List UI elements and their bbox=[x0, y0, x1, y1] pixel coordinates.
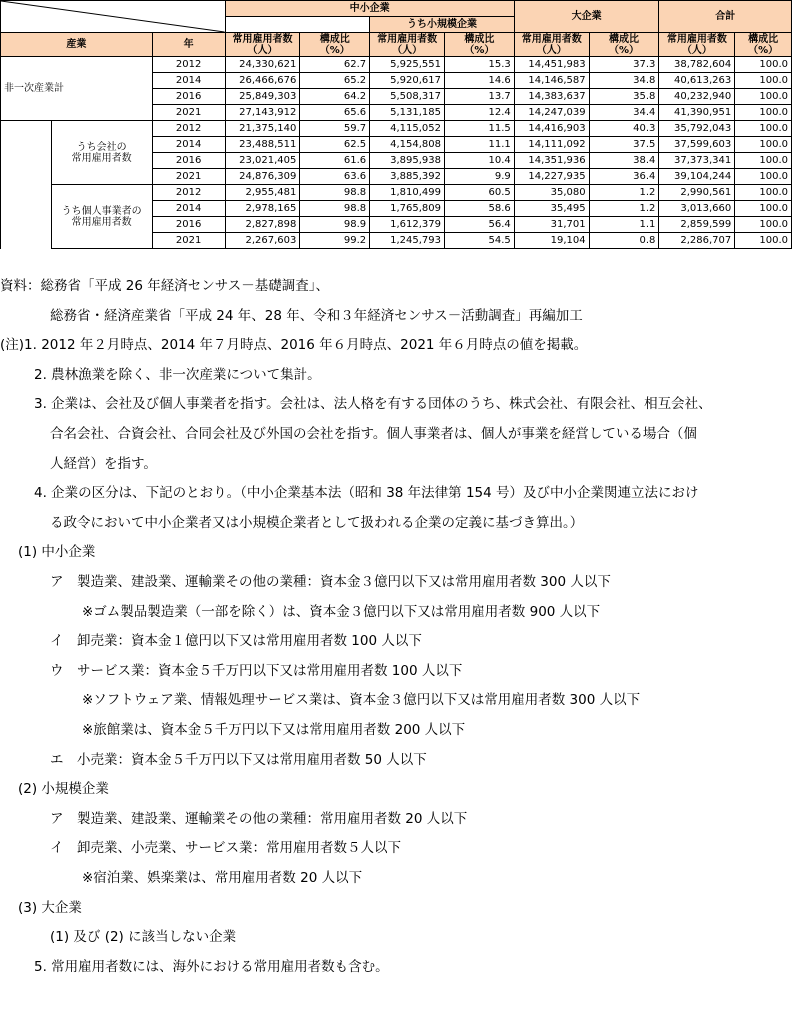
note-line: ※宿泊業、娯楽業は、常用雇用者数 20 人以下 bbox=[82, 870, 363, 886]
note-line: 総務省・経済産業省「平成 24 年、28 年、令和３年経済センサス－活動調査」再編加工 bbox=[50, 307, 583, 324]
ratio-cell: 14.6 bbox=[445, 73, 515, 89]
indent-cell bbox=[1, 185, 52, 249]
count-cell: 3,013,660 bbox=[659, 201, 735, 217]
count-cell: 14,351,936 bbox=[514, 153, 589, 169]
note-line: イ 卸売業、小売業、サービス業：常用雇用者数５人以下 bbox=[50, 840, 401, 857]
count-cell: 2,990,561 bbox=[659, 185, 735, 201]
header-emp: 常用雇用者数 （人） bbox=[370, 33, 445, 57]
ratio-cell: 100.0 bbox=[735, 201, 792, 217]
count-cell: 37,373,341 bbox=[659, 153, 735, 169]
count-cell: 2,267,603 bbox=[225, 233, 300, 249]
count-cell: 14,383,637 bbox=[514, 89, 589, 105]
ratio-cell: 98.8 bbox=[300, 185, 370, 201]
group-label: 非一次産業計 bbox=[1, 57, 153, 121]
count-cell: 14,416,903 bbox=[514, 121, 589, 137]
ratio-cell: 11.1 bbox=[445, 137, 515, 153]
header-ratio: 構成比 （%） bbox=[445, 33, 515, 57]
count-cell: 14,227,935 bbox=[514, 169, 589, 185]
header-emp: 常用雇用者数 （人） bbox=[514, 33, 589, 57]
header-ratio: 構成比 （%） bbox=[589, 33, 659, 57]
ratio-cell: 100.0 bbox=[735, 217, 792, 233]
ratio-cell: 58.6 bbox=[445, 201, 515, 217]
header-small: うち小規模企業 bbox=[370, 17, 515, 33]
year-cell: 2014 bbox=[152, 137, 225, 153]
count-cell: 35,495 bbox=[514, 201, 589, 217]
count-cell: 37,599,603 bbox=[659, 137, 735, 153]
count-cell: 5,508,317 bbox=[370, 89, 445, 105]
ratio-cell: 11.5 bbox=[445, 121, 515, 137]
count-cell: 2,955,481 bbox=[225, 185, 300, 201]
year-cell: 2014 bbox=[152, 201, 225, 217]
ratio-cell: 54.5 bbox=[445, 233, 515, 249]
ratio-cell: 62.5 bbox=[300, 137, 370, 153]
ratio-cell: 1.2 bbox=[589, 201, 659, 217]
ratio-cell: 37.3 bbox=[589, 57, 659, 73]
table-row bbox=[1, 57, 792, 73]
ratio-cell: 15.3 bbox=[445, 57, 515, 73]
ratio-cell: 63.6 bbox=[300, 169, 370, 185]
note-line: (3) 大企業 bbox=[18, 899, 82, 916]
note-line: 5. 常用雇用者数には、海外における常用雇用者数も含む。 bbox=[34, 958, 389, 975]
year-cell: 2016 bbox=[152, 217, 225, 233]
note-line: エ 小売業：資本金５千万円以下又は常用雇用者数 50 人以下 bbox=[50, 751, 427, 768]
count-cell: 14,247,039 bbox=[514, 105, 589, 121]
count-cell: 4,115,052 bbox=[370, 121, 445, 137]
year-cell: 2021 bbox=[152, 233, 225, 249]
note-line: ア 製造業、建設業、運輸業その他の業種：資本金３億円以下又は常用雇用者数 300 人以下 bbox=[50, 574, 611, 590]
ratio-cell: 0.8 bbox=[589, 233, 659, 249]
header-industry: 産業 bbox=[1, 33, 153, 57]
note-line: (1) 及び (2) に該当しない企業 bbox=[50, 929, 237, 946]
year-cell: 2016 bbox=[152, 153, 225, 169]
ratio-cell: 59.7 bbox=[300, 121, 370, 137]
ratio-cell: 62.7 bbox=[300, 57, 370, 73]
count-cell: 31,701 bbox=[514, 217, 589, 233]
header-sme: 中小企業 bbox=[225, 1, 514, 17]
count-cell: 5,131,185 bbox=[370, 105, 445, 121]
ratio-cell: 40.3 bbox=[589, 121, 659, 137]
group-label: うち個人事業者の 常用雇用者数 bbox=[51, 185, 152, 249]
count-cell: 40,232,940 bbox=[659, 89, 735, 105]
count-cell: 1,245,793 bbox=[370, 233, 445, 249]
count-cell: 2,286,707 bbox=[659, 233, 735, 249]
ratio-cell: 98.9 bbox=[300, 217, 370, 233]
ratio-cell: 9.9 bbox=[445, 169, 515, 185]
note-line: 人経営）を指す。 bbox=[50, 455, 157, 472]
count-cell: 14,451,983 bbox=[514, 57, 589, 73]
ratio-cell: 34.8 bbox=[589, 73, 659, 89]
count-cell: 14,146,587 bbox=[514, 73, 589, 89]
ratio-cell: 64.2 bbox=[300, 89, 370, 105]
ratio-cell: 100.0 bbox=[735, 105, 792, 121]
note-line: (注)1. 2012 年２月時点、2014 年７月時点、2016 年６月時点、2021 年６月時点の値を掲載。 bbox=[0, 337, 588, 354]
count-cell: 27,143,912 bbox=[225, 105, 300, 121]
note-line: る政令において中小企業者又は小規模企業者として扱われる企業の定義に基づき算出。） bbox=[50, 514, 584, 531]
count-cell: 2,827,898 bbox=[225, 217, 300, 233]
count-cell: 1,612,379 bbox=[370, 217, 445, 233]
note-line: 合名会社、合資会社、合同会社及び外国の会社を指す。個人事業者は、個人が事業を経営している場合（個 bbox=[50, 426, 697, 442]
count-cell: 35,792,043 bbox=[659, 121, 735, 137]
ratio-cell: 61.6 bbox=[300, 153, 370, 169]
year-cell: 2014 bbox=[152, 73, 225, 89]
ratio-cell: 65.6 bbox=[300, 105, 370, 121]
header-sme-spacer bbox=[225, 17, 370, 33]
ratio-cell: 36.4 bbox=[589, 169, 659, 185]
table-row bbox=[1, 185, 792, 201]
year-cell: 2021 bbox=[152, 169, 225, 185]
ratio-cell: 100.0 bbox=[735, 73, 792, 89]
note-line: イ 卸売業：資本金１億円以下又は常用雇用者数 100 人以下 bbox=[50, 633, 422, 650]
ratio-cell: 65.2 bbox=[300, 73, 370, 89]
count-cell: 4,154,808 bbox=[370, 137, 445, 153]
year-cell: 2012 bbox=[152, 121, 225, 137]
year-cell: 2012 bbox=[152, 57, 225, 73]
count-cell: 3,885,392 bbox=[370, 169, 445, 185]
employment-table bbox=[0, 0, 792, 249]
note-line: 3. 企業は、会社及び個人事業者を指す。会社は、法人格を有する団体のうち、株式会社、有限会社、相互会社、 bbox=[34, 396, 712, 413]
ratio-cell: 60.5 bbox=[445, 185, 515, 201]
ratio-cell: 56.4 bbox=[445, 217, 515, 233]
ratio-cell: 100.0 bbox=[735, 57, 792, 73]
header-corner bbox=[1, 1, 226, 33]
ratio-cell: 100.0 bbox=[735, 185, 792, 201]
ratio-cell: 1.1 bbox=[589, 217, 659, 233]
count-cell: 1,765,809 bbox=[370, 201, 445, 217]
ratio-cell: 10.4 bbox=[445, 153, 515, 169]
count-cell: 14,111,092 bbox=[514, 137, 589, 153]
note-line: 資料：総務省「平成 26 年経済センサス－基礎調査」、 bbox=[0, 278, 329, 294]
count-cell: 2,978,165 bbox=[225, 201, 300, 217]
ratio-cell: 12.4 bbox=[445, 105, 515, 121]
count-cell: 39,104,244 bbox=[659, 169, 735, 185]
note-line: (2) 小規模企業 bbox=[18, 781, 109, 798]
ratio-cell: 100.0 bbox=[735, 137, 792, 153]
note-line: ※ソフトウェア業、情報処理サービス業は、資本金３億円以下又は常用雇用者数 300 人以下 bbox=[82, 692, 641, 709]
note-line: ※ゴム製品製造業（一部を除く）は、資本金３億円以下又は常用雇用者数 900 人以下 bbox=[82, 603, 601, 620]
count-cell: 2,859,599 bbox=[659, 217, 735, 233]
ratio-cell: 100.0 bbox=[735, 121, 792, 137]
year-cell: 2021 bbox=[152, 105, 225, 121]
count-cell: 23,021,405 bbox=[225, 153, 300, 169]
ratio-cell: 100.0 bbox=[735, 233, 792, 249]
ratio-cell: 98.8 bbox=[300, 201, 370, 217]
count-cell: 5,925,551 bbox=[370, 57, 445, 73]
ratio-cell: 35.8 bbox=[589, 89, 659, 105]
count-cell: 26,466,676 bbox=[225, 73, 300, 89]
ratio-cell: 34.4 bbox=[589, 105, 659, 121]
note-line: ウ サービス業：資本金５千万円以下又は常用雇用者数 100 人以下 bbox=[50, 662, 463, 679]
group-label: うち会社の 常用雇用者数 bbox=[51, 121, 152, 185]
header-large: 大企業 bbox=[514, 1, 659, 33]
header-ratio: 構成比 （%） bbox=[735, 33, 792, 57]
note-line: 4. 企業の区分は、下記のとおり。（中小企業基本法（昭和 38 年法律第 154 号）及び中小企業関連立法におけ bbox=[34, 485, 699, 502]
count-cell: 25,849,303 bbox=[225, 89, 300, 105]
header-ratio: 構成比 （%） bbox=[300, 33, 370, 57]
ratio-cell: 100.0 bbox=[735, 89, 792, 105]
count-cell: 19,104 bbox=[514, 233, 589, 249]
count-cell: 41,390,951 bbox=[659, 105, 735, 121]
count-cell: 23,488,511 bbox=[225, 137, 300, 153]
count-cell: 24,876,309 bbox=[225, 169, 300, 185]
table-row bbox=[1, 121, 792, 137]
count-cell: 40,613,263 bbox=[659, 73, 735, 89]
indent-cell bbox=[1, 121, 52, 185]
note-line: ア 製造業、建設業、運輸業その他の業種：常用雇用者数 20 人以下 bbox=[50, 810, 468, 827]
ratio-cell: 1.2 bbox=[589, 185, 659, 201]
header-emp: 常用雇用者数 （人） bbox=[659, 33, 735, 57]
count-cell: 24,330,621 bbox=[225, 57, 300, 73]
note-line: (1) 中小企業 bbox=[18, 544, 96, 561]
count-cell: 1,810,499 bbox=[370, 185, 445, 201]
ratio-cell: 100.0 bbox=[735, 153, 792, 169]
count-cell: 38,782,604 bbox=[659, 57, 735, 73]
ratio-cell: 99.2 bbox=[300, 233, 370, 249]
year-cell: 2012 bbox=[152, 185, 225, 201]
note-line: 2. 農林漁業を除く、非一次産業について集計。 bbox=[34, 366, 321, 383]
count-cell: 35,080 bbox=[514, 185, 589, 201]
header-total: 合計 bbox=[659, 1, 792, 33]
header-emp: 常用雇用者数 （人） bbox=[225, 33, 300, 57]
year-cell: 2016 bbox=[152, 89, 225, 105]
ratio-cell: 38.4 bbox=[589, 153, 659, 169]
ratio-cell: 13.7 bbox=[445, 89, 515, 105]
count-cell: 3,895,938 bbox=[370, 153, 445, 169]
ratio-cell: 100.0 bbox=[735, 169, 792, 185]
count-cell: 5,920,617 bbox=[370, 73, 445, 89]
ratio-cell: 37.5 bbox=[589, 137, 659, 153]
header-year: 年 bbox=[152, 33, 225, 57]
count-cell: 21,375,140 bbox=[225, 121, 300, 137]
note-line: ※旅館業は、資本金５千万円以下又は常用雇用者数 200 人以下 bbox=[82, 722, 466, 738]
